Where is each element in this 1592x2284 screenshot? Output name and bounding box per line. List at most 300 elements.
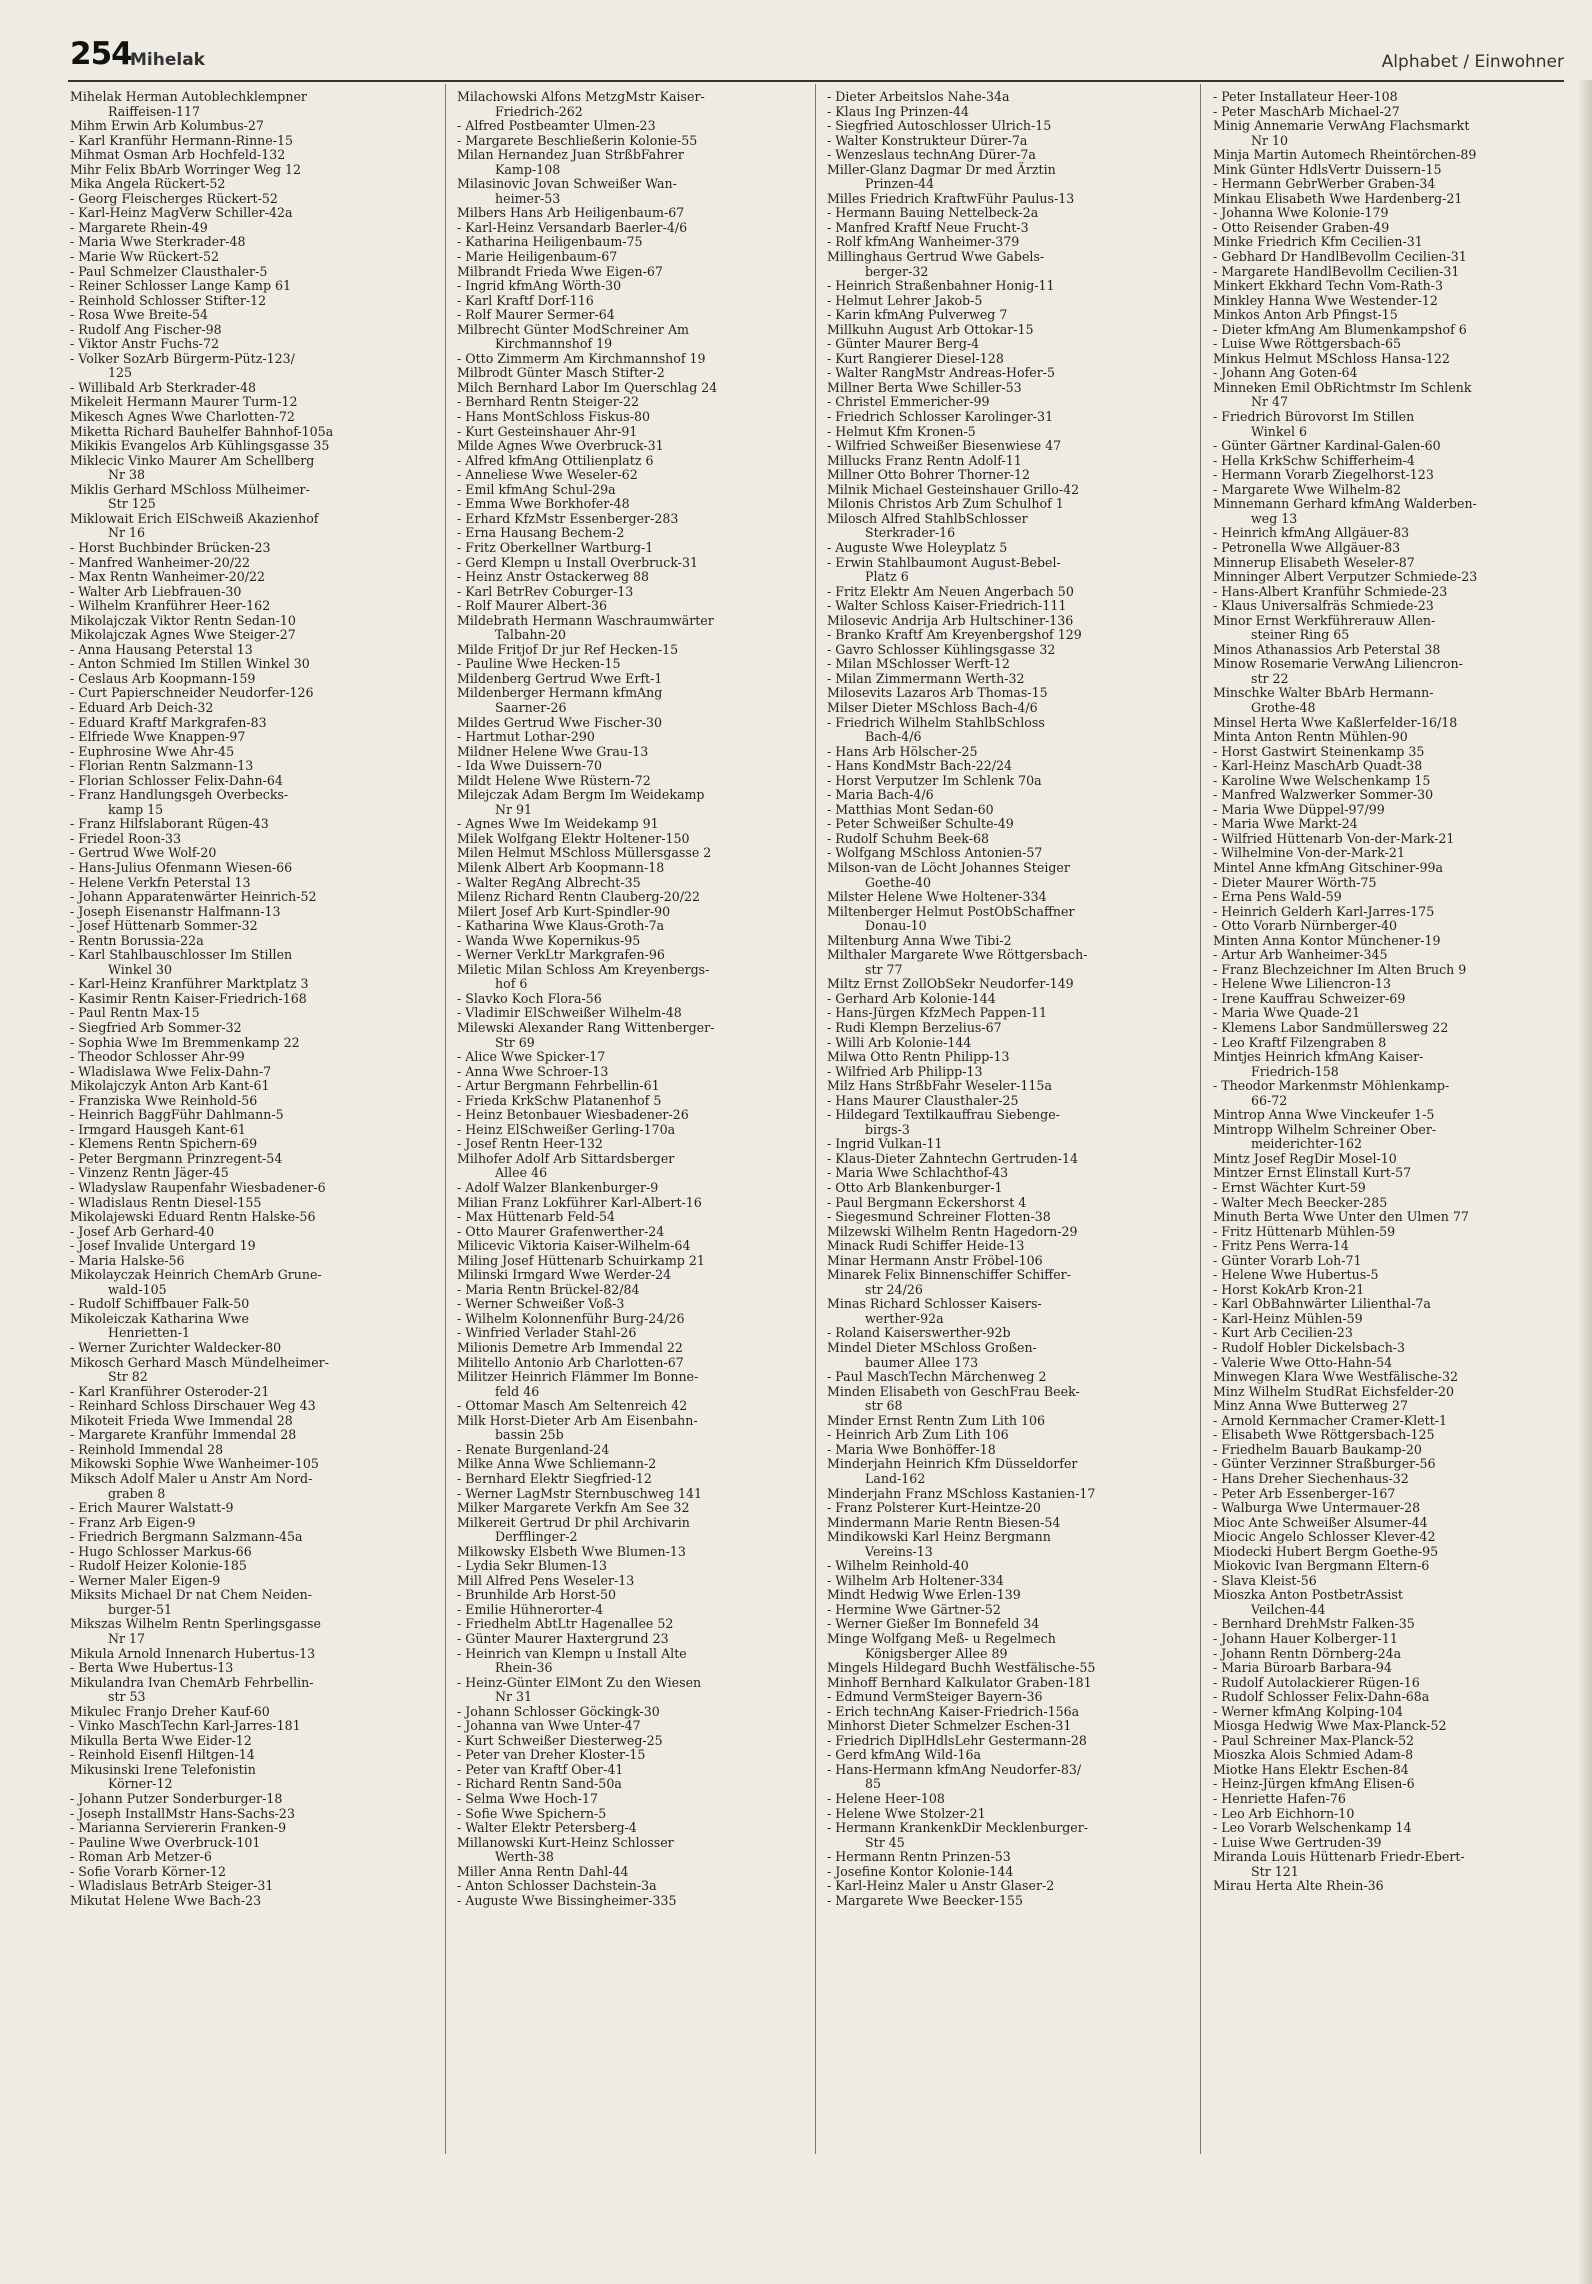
directory-entry-line: Mikolajczak Viktor Rentn Sedan-10 bbox=[70, 612, 296, 628]
directory-entry-line: - Rudolf Hobler Dickelsbach-3 bbox=[1213, 1340, 1406, 1356]
directory-entry-line: - Dieter kfmAng Am Blumenkampshof 6 bbox=[1213, 321, 1467, 337]
directory-entry-line: Milosevits Lazaros Arb Thomas-15 bbox=[827, 685, 1048, 701]
directory-entry-line: - Friedrich Schlosser Karolinger-31 bbox=[827, 409, 1054, 425]
directory-entry-line: - Franz Handlungsgeh Overbecks- bbox=[70, 787, 289, 803]
directory-entry-line: - Matthias Mont Sedan-60 bbox=[827, 801, 994, 817]
directory-entry-line: - Manfred Kraftf Neue Frucht-3 bbox=[827, 219, 1029, 235]
directory-entry-line: - Margarete Kranführ Immendal 28 bbox=[70, 1427, 297, 1443]
directory-entry-line: Mikutat Helene Wwe Bach-23 bbox=[70, 1892, 262, 1908]
directory-entry-line: Rhein-36 bbox=[495, 1660, 553, 1676]
directory-entry-line: - Florian Schlosser Felix-Dahn-64 bbox=[70, 772, 283, 788]
directory-entry-line: - Sofie Vorarb Körner-12 bbox=[70, 1863, 226, 1879]
directory-entry-line: Milonis Christos Arb Zum Schulhof 1 bbox=[827, 496, 1064, 512]
directory-entry-line: Milz Hans StrßbFahr Weseler-115a bbox=[827, 1078, 1052, 1094]
directory-entry-line: - Anna Wwe Schroer-13 bbox=[457, 1063, 609, 1079]
directory-entry-line: Minder Ernst Rentn Zum Lith 106 bbox=[827, 1412, 1046, 1428]
directory-entry-line: Milbers Hans Arb Heiligenbaum-67 bbox=[457, 205, 685, 221]
directory-entry-line: - Bernhard DrehMstr Falken-35 bbox=[1213, 1616, 1415, 1632]
directory-entry-line: - Theodor Markenmstr Möhlenkamp- bbox=[1213, 1078, 1450, 1094]
directory-entry-line: - Otto Reisender Graben-49 bbox=[1213, 219, 1390, 235]
directory-entry-line: Sterkrader-16 bbox=[865, 525, 956, 541]
directory-entry-line: - Ernst Wächter Kurt-59 bbox=[1213, 1180, 1366, 1196]
directory-entry-line: - Emilie Hühnerorter-4 bbox=[457, 1601, 604, 1617]
directory-entry-line: Miocic Angelo Schlosser Klever-42 bbox=[1213, 1529, 1436, 1545]
directory-entry-line: - Auguste Wwe Holeyplatz 5 bbox=[827, 539, 1008, 555]
directory-entry-line: - Paul MaschTechn Märchenweg 2 bbox=[827, 1369, 1047, 1385]
directory-column-1 bbox=[70, 90, 426, 1908]
directory-entry-line: Minsel Herta Wwe Kaßlerfelder-16/18 bbox=[1213, 714, 1458, 730]
directory-entry-line: Minar Hermann Anstr Fröbel-106 bbox=[827, 1252, 1043, 1268]
directory-entry-line: Mikolajewski Eduard Rentn Halske-56 bbox=[70, 1209, 316, 1225]
directory-entry-line: Mirau Herta Alte Rhein-36 bbox=[1213, 1878, 1384, 1894]
directory-entry-line: - Karl Kranführ Hermann-Rinne-15 bbox=[70, 132, 294, 148]
directory-entry-line: Minhoff Bernhard Kalkulator Graben-181 bbox=[827, 1674, 1092, 1690]
directory-entry-line: Miltz Ernst ZollObSekr Neudorfer-149 bbox=[827, 976, 1074, 992]
directory-entry-line: - Wilhelm Reinhold-40 bbox=[827, 1558, 969, 1574]
directory-entry-line: - Klaus-Dieter Zahntechn Gertruden-14 bbox=[827, 1150, 1079, 1166]
directory-entry-line: - Pauline Wwe Hecken-15 bbox=[457, 656, 621, 672]
directory-entry-line: - Karl-Heinz Maler u Anstr Glaser-2 bbox=[827, 1878, 1055, 1894]
directory-entry-line: - Reinhold Schlosser Stifter-12 bbox=[70, 292, 267, 308]
directory-entry-line: Milosevic Andrija Arb Hultschiner-136 bbox=[827, 612, 1074, 628]
directory-entry-line: - Christel Emmericher-99 bbox=[827, 394, 990, 410]
directory-entry-line: str 68 bbox=[865, 1398, 903, 1414]
directory-entry-line: Minnerup Elisabeth Weseler-87 bbox=[1213, 554, 1415, 570]
directory-entry-line: Minos Athanassios Arb Peterstal 38 bbox=[1213, 641, 1441, 657]
page-spine-shadow bbox=[1578, 80, 1592, 2284]
directory-entry-line: Milster Helene Wwe Holtener-334 bbox=[827, 889, 1047, 905]
directory-entry-line: Militzer Heinrich Flämmer Im Bonne- bbox=[457, 1369, 699, 1385]
directory-entry-line: Milnik Michael Gesteinshauer Grillo-42 bbox=[827, 481, 1080, 497]
directory-entry-line: - Alice Wwe Spicker-17 bbox=[457, 1049, 606, 1065]
directory-entry-line: Mikowski Sophie Wwe Wanheimer-105 bbox=[70, 1456, 319, 1472]
directory-entry-line: Militello Antonio Arb Charlotten-67 bbox=[457, 1354, 684, 1370]
directory-entry-line: - Valerie Wwe Otto-Hahn-54 bbox=[1213, 1354, 1393, 1370]
directory-entry-line: Milbrandt Frieda Wwe Eigen-67 bbox=[457, 263, 663, 279]
directory-entry-line: - Berta Wwe Hubertus-13 bbox=[70, 1660, 234, 1676]
directory-entry-line: Nr 91 bbox=[495, 801, 533, 817]
directory-entry-line: Mindel Dieter MSchloss Großen- bbox=[827, 1340, 1037, 1356]
directory-entry-line: - Arnold Kernmacher Cramer-Klett-1 bbox=[1213, 1412, 1448, 1428]
directory-entry-line: - Franz Polsterer Kurt-Heintze-20 bbox=[827, 1500, 1041, 1516]
directory-entry-line: - Rudolf Ang Fischer-98 bbox=[70, 321, 222, 337]
directory-entry-line: - Hans Arb Hölscher-25 bbox=[827, 743, 978, 759]
column-divider bbox=[1200, 84, 1201, 2154]
directory-entry-line: - Johanna Wwe Kolonie-179 bbox=[1213, 205, 1389, 221]
directory-entry-line: - Horst Gastwirt Steinenkamp 35 bbox=[1213, 743, 1425, 759]
directory-entry-line: Milan Hernandez Juan StrßbFahrer bbox=[457, 147, 684, 163]
directory-entry-line: - Peter van Dreher Kloster-15 bbox=[457, 1747, 646, 1763]
directory-entry-line: Mintel Anne kfmAng Gitschiner-99a bbox=[1213, 859, 1444, 875]
directory-entry-line: - Volker SozArb Bürgerm-Pütz-123/ bbox=[70, 350, 295, 366]
directory-entry-line: - Margarete Rhein-49 bbox=[70, 219, 208, 235]
directory-entry-line: Raiffeisen-117 bbox=[108, 103, 201, 119]
directory-entry-line: Goethe-40 bbox=[865, 874, 932, 890]
directory-entry-line: - Otto Vorarb Nürnberger-40 bbox=[1213, 918, 1398, 934]
directory-entry-line: - Slava Kleist-56 bbox=[1213, 1572, 1317, 1588]
directory-entry-line: - Heinrich Gelderh Karl-Jarres-175 bbox=[1213, 903, 1435, 919]
directory-entry-line: - Wilhelm Kranführer Heer-162 bbox=[70, 598, 271, 614]
directory-entry-line: Millner Berta Wwe Schiller-53 bbox=[827, 379, 1022, 395]
directory-entry-line: - Kasimir Rentn Kaiser-Friedrich-168 bbox=[70, 990, 307, 1006]
directory-entry-line: - Wladyslaw Raupenfahr Wiesbadener-6 bbox=[70, 1180, 326, 1196]
directory-entry-line: - Erich Maurer Walstatt-9 bbox=[70, 1500, 234, 1516]
directory-entry-line: - Rolf kfmAng Wanheimer-379 bbox=[827, 234, 1020, 250]
directory-entry-line: - Rolf Maurer Sermer-64 bbox=[457, 307, 615, 323]
directory-entry-line: Miksch Adolf Maler u Anstr Am Nord- bbox=[70, 1470, 313, 1486]
directory-entry-line: - Fritz Elektr Am Neuen Angerbach 50 bbox=[827, 583, 1074, 599]
directory-entry-line: - Johann Ang Goten-64 bbox=[1213, 365, 1358, 381]
directory-entry-line: Werth-38 bbox=[495, 1849, 554, 1865]
directory-entry-line: - Heinz ElSchweißer Gerling-170a bbox=[457, 1121, 676, 1137]
directory-entry-line: Str 69 bbox=[495, 1034, 535, 1050]
directory-entry-line: - Marianna Serviererin Franken-9 bbox=[70, 1820, 287, 1836]
directory-entry-line: Miksits Michael Dr nat Chem Neiden- bbox=[70, 1587, 312, 1603]
directory-entry-line: - Josef Invalide Untergard 19 bbox=[70, 1238, 256, 1254]
directory-entry-line: - Johann Rentn Dörnberg-24a bbox=[1213, 1645, 1402, 1661]
directory-entry-line: Minack Rudi Schiffer Heide-13 bbox=[827, 1238, 1025, 1254]
directory-entry-line: Mihm Erwin Arb Kolumbus-27 bbox=[70, 118, 264, 134]
directory-entry-line: - Erna Pens Wald-59 bbox=[1213, 889, 1342, 905]
directory-entry-line: - Friedhelm Bauarb Baukamp-20 bbox=[1213, 1441, 1422, 1457]
directory-entry-line: Milasinovic Jovan Schweißer Wan- bbox=[457, 176, 677, 192]
directory-entry-line: Str 125 bbox=[108, 496, 156, 512]
directory-entry-line: Str 82 bbox=[108, 1369, 148, 1385]
directory-entry-line: - Hermann KrankenkDir Mecklenburger- bbox=[827, 1820, 1089, 1836]
directory-entry-line: - Werner Schweißer Voß-3 bbox=[457, 1296, 625, 1312]
directory-entry-line: - Anton Schlosser Dachstein-3a bbox=[457, 1878, 657, 1894]
directory-entry-line: Minz Wilhelm StudRat Eichsfelder-20 bbox=[1213, 1383, 1454, 1399]
directory-entry-line: - Werner Zurichter Waldecker-80 bbox=[70, 1340, 282, 1356]
directory-entry-line: - Ottomar Masch Am Seltenreich 42 bbox=[457, 1398, 688, 1414]
directory-entry-line: Milzewski Wilhelm Rentn Hagedorn-29 bbox=[827, 1223, 1078, 1239]
directory-entry-line: Mildner Helene Wwe Grau-13 bbox=[457, 743, 649, 759]
directory-entry-line: - Josef Hüttenarb Sommer-32 bbox=[70, 918, 258, 934]
directory-entry-line: - Maria Bach-4/6 bbox=[827, 787, 934, 803]
directory-entry-line: - Karl-Heinz MagVerw Schiller-42a bbox=[70, 205, 293, 221]
directory-entry-line: - Hugo Schlosser Markus-66 bbox=[70, 1543, 252, 1559]
directory-entry-line: - Hans-Hermann kfmAng Neudorfer-83/ bbox=[827, 1761, 1082, 1777]
directory-entry-line: Miodecki Hubert Bergm Goethe-95 bbox=[1213, 1543, 1439, 1559]
directory-entry-line: Minnemann Gerhard kfmAng Walderben- bbox=[1213, 496, 1477, 512]
directory-entry-line: - Peter Schweißer Schulte-49 bbox=[827, 816, 1014, 832]
directory-entry-line: - Leo Arb Eichhorn-10 bbox=[1213, 1805, 1355, 1821]
directory-entry-line: - Walter Konstrukteur Dürer-7a bbox=[827, 132, 1028, 148]
directory-entry-line: - Joseph Eisenanstr Halfmann-13 bbox=[70, 903, 281, 919]
directory-entry-line: Milenk Albert Arb Koopmann-18 bbox=[457, 859, 665, 875]
directory-entry-line: Miklowait Erich ElSchweiß Akazienhof bbox=[70, 510, 319, 526]
directory-entry-line: - Kurt Rangierer Diesel-128 bbox=[827, 350, 1004, 366]
directory-entry-line: - Willi Arb Kolonie-144 bbox=[827, 1034, 972, 1050]
directory-entry-line: - Maria Wwe Sterkrader-48 bbox=[70, 234, 246, 250]
directory-entry-line: - Rudi Klempn Berzelius-67 bbox=[827, 1020, 1002, 1035]
directory-entry-line: - Willibald Arb Sterkrader-48 bbox=[70, 379, 257, 395]
directory-entry-line: - Margarete HandlBevollm Cecilien-31 bbox=[1213, 263, 1460, 279]
directory-entry-line: - Karl-Heinz Versandarb Baerler-4/6 bbox=[457, 219, 688, 235]
directory-entry-line: Minz Anna Wwe Butterweg 27 bbox=[1213, 1398, 1408, 1414]
directory-entry-line: Milde Fritjof Dr jur Ref Hecken-15 bbox=[457, 641, 679, 657]
directory-entry-line: - Johann Putzer Sonderburger-18 bbox=[70, 1790, 283, 1806]
directory-entry-line: - Siegesmund Schreiner Flotten-38 bbox=[827, 1209, 1051, 1225]
directory-entry-line: - Wolfgang MSchloss Antonien-57 bbox=[827, 845, 1043, 861]
directory-entry-line: - Euphrosine Wwe Ahr-45 bbox=[70, 743, 235, 759]
directory-entry-line: - Hans Dreher Siechenhaus-32 bbox=[1213, 1470, 1409, 1486]
directory-entry-line: Veilchen-44 bbox=[1251, 1601, 1326, 1617]
directory-entry-line: Miotke Hans Elektr Eschen-84 bbox=[1213, 1761, 1409, 1777]
directory-entry-line: - Paul Schmelzer Clausthaler-5 bbox=[70, 263, 268, 279]
directory-entry-line: - Josefine Kontor Kolonie-144 bbox=[827, 1863, 1014, 1879]
directory-entry-line: - Georg Fleischerges Rückert-52 bbox=[70, 190, 278, 206]
directory-entry-line: - Hella KrkSchw Schifferheim-4 bbox=[1213, 452, 1415, 468]
directory-entry-line: Miltenberger Helmut PostObSchaffner bbox=[827, 903, 1075, 919]
directory-entry-line: str 77 bbox=[865, 961, 903, 977]
directory-entry-line: - Roman Arb Metzer-6 bbox=[70, 1849, 212, 1865]
directory-entry-line: - Paul Rentn Max-15 bbox=[70, 1005, 200, 1021]
directory-entry-line: - Josef Arb Gerhard-40 bbox=[70, 1223, 215, 1239]
directory-entry-line: Mikulandra Ivan ChemArb Fehrbellin- bbox=[70, 1674, 314, 1690]
directory-entry-line: - Heinrich BaggFühr Dahlmann-5 bbox=[70, 1107, 284, 1123]
directory-entry-line: - Wanda Wwe Kopernikus-95 bbox=[457, 932, 641, 948]
header-rule bbox=[68, 80, 1564, 82]
directory-entry-line: - Gebhard Dr HandlBevollm Cecilien-31 bbox=[1213, 249, 1467, 265]
directory-entry-line: Milosch Alfred StahlbSchlosser bbox=[827, 510, 1028, 526]
directory-entry-line: - Karl Kranführer Osteroder-21 bbox=[70, 1383, 270, 1399]
directory-entry-line: - Luise Wwe Röttgersbach-65 bbox=[1213, 336, 1402, 352]
directory-entry-line: - Hermann Bauing Nettelbeck-2a bbox=[827, 205, 1039, 221]
directory-entry-line: - Werner Gießer Im Bonnefeld 34 bbox=[827, 1616, 1040, 1632]
directory-entry-line: Mildt Helene Wwe Rüstern-72 bbox=[457, 772, 651, 788]
directory-entry-line: Mikikis Evangelos Arb Kühlingsgasse 35 bbox=[70, 438, 330, 454]
directory-entry-line: - Winfried Verlader Stahl-26 bbox=[457, 1325, 637, 1341]
column-divider bbox=[815, 84, 816, 2154]
directory-entry-line: - Siegfried Autoschlosser Ulrich-15 bbox=[827, 118, 1052, 134]
directory-entry-line: - Wilfried Hüttenarb Von-der-Mark-21 bbox=[1213, 830, 1455, 846]
directory-entry-line: Mikosch Gerhard Masch Mündelheimer- bbox=[70, 1354, 329, 1370]
directory-entry-line: graben 8 bbox=[108, 1485, 166, 1501]
directory-entry-line: - Alfred Postbeamter Ulmen-23 bbox=[457, 118, 656, 134]
directory-entry-line: - Hildegard Textilkauffrau Siebenge- bbox=[827, 1107, 1060, 1123]
directory-entry-line: - Wilhelmine Von-der-Mark-21 bbox=[1213, 845, 1405, 861]
directory-entry-line: - Peter Installateur Heer-108 bbox=[1213, 89, 1398, 104]
directory-entry-line: - Emil kfmAng Schul-29a bbox=[457, 481, 616, 497]
directory-entry-line: werther-92a bbox=[865, 1310, 944, 1326]
directory-entry-line: - Curt Papierschneider Neudorfer-126 bbox=[70, 685, 314, 701]
directory-entry-line: Minow Rosemarie VerwAng Liliencron- bbox=[1213, 656, 1463, 672]
directory-entry-line: Milert Josef Arb Kurt-Spindler-90 bbox=[457, 903, 671, 919]
directory-entry-line: - Walter Arb Liebfrauen-30 bbox=[70, 583, 242, 599]
directory-entry-line: - Hans-Julius Ofenmann Wiesen-66 bbox=[70, 859, 293, 875]
directory-entry-line: Miranda Louis Hüttenarb Friedr-Ebert- bbox=[1213, 1849, 1465, 1865]
directory-entry-line: Minkley Hanna Wwe Westender-12 bbox=[1213, 292, 1438, 308]
directory-entry-line: Mildenberger Hermann kfmAng bbox=[457, 685, 663, 701]
directory-entry-line: - Gerhard Arb Kolonie-144 bbox=[827, 990, 996, 1006]
directory-entry-line: Minor Ernst Werkführerauw Allen- bbox=[1213, 612, 1436, 628]
directory-entry-line: Minninger Albert Verputzer Schmiede-23 bbox=[1213, 569, 1478, 585]
directory-entry-line: - Fritz Pens Werra-14 bbox=[1213, 1238, 1349, 1254]
directory-entry-line: Mikoleiczak Katharina Wwe bbox=[70, 1310, 249, 1326]
running-head-name: Mihelak bbox=[130, 50, 205, 70]
directory-entry-line: - Heinz Betonbauer Wiesbadener-26 bbox=[457, 1107, 689, 1123]
directory-entry-line: Mihr Felix BbArb Worringer Weg 12 bbox=[70, 161, 302, 177]
directory-entry-line: - Katharina Heiligenbaum-75 bbox=[457, 234, 643, 250]
directory-entry-line: - Kurt Arb Cecilien-23 bbox=[1213, 1325, 1353, 1341]
directory-entry-line: Miosga Hedwig Wwe Max-Planck-52 bbox=[1213, 1718, 1447, 1734]
directory-entry-line: - Karl-Heinz Kranführer Marktplatz 3 bbox=[70, 976, 309, 992]
directory-entry-line: - Wilhelm Arb Holtener-334 bbox=[827, 1572, 1004, 1588]
directory-entry-line: - Günter Gärtner Kardinal-Galen-60 bbox=[1213, 438, 1441, 454]
directory-entry-line: Millucks Franz Rentn Adolf-11 bbox=[827, 452, 1022, 468]
directory-entry-line: - Heinz-Jürgen kfmAng Elisen-6 bbox=[1213, 1776, 1415, 1792]
directory-entry-line: Miltenburg Anna Wwe Tibi-2 bbox=[827, 932, 1012, 948]
directory-entry-line: - Otto Zimmerm Am Kirchmannshof 19 bbox=[457, 350, 706, 366]
directory-entry-line: - Artur Bergmann Fehrbellin-61 bbox=[457, 1078, 660, 1094]
directory-entry-line: Mintropp Wilhelm Schreiner Ober- bbox=[1213, 1121, 1437, 1137]
directory-entry-line: - Irmgard Hausgeh Kant-61 bbox=[70, 1121, 246, 1137]
directory-entry-line: wald-105 bbox=[108, 1281, 167, 1297]
directory-entry-line: Millner Otto Bohrer Thorner-12 bbox=[827, 467, 1031, 483]
directory-entry-line: str 53 bbox=[108, 1689, 146, 1705]
directory-entry-line: - Rudolf Schlosser Felix-Dahn-68a bbox=[1213, 1689, 1430, 1705]
directory-entry-line: - Reinhold Immendal 28 bbox=[70, 1441, 224, 1457]
directory-entry-line: - Franziska Wwe Reinhold-56 bbox=[70, 1092, 258, 1108]
directory-entry-line: - Horst KokArb Kron-21 bbox=[1213, 1281, 1365, 1297]
directory-entry-line: Str 121 bbox=[1251, 1863, 1299, 1879]
directory-entry-line: kamp 15 bbox=[108, 801, 164, 817]
directory-entry-line: - Peter van Kraftf Ober-41 bbox=[457, 1761, 624, 1777]
directory-entry-line: - Franz Hilfslaborant Rügen-43 bbox=[70, 816, 269, 832]
directory-entry-line: - Paul Bergmann Eckershorst 4 bbox=[827, 1194, 1027, 1210]
directory-entry-line: - Helene Wwe Stolzer-21 bbox=[827, 1805, 986, 1821]
directory-entry-line: - Werner kfmAng Kolping-104 bbox=[1213, 1703, 1403, 1719]
directory-entry-line: Friedrich-158 bbox=[1251, 1063, 1339, 1079]
directory-entry-line: Minuth Berta Wwe Unter den Ulmen 77 bbox=[1213, 1209, 1469, 1225]
directory-entry-line: - Rudolf Heizer Kolonie-185 bbox=[70, 1558, 247, 1574]
directory-entry-line: - Hans Maurer Clausthaler-25 bbox=[827, 1092, 1019, 1108]
directory-entry-line: Mikszas Wilhelm Rentn Sperlingsgasse bbox=[70, 1616, 321, 1632]
directory-entry-line: - Maria Wwe Quade-21 bbox=[1213, 1005, 1361, 1021]
directory-entry-line: Mioszka Alois Schmied Adam-8 bbox=[1213, 1747, 1414, 1763]
directory-entry-line: Mikulla Berta Wwe Eider-12 bbox=[70, 1732, 252, 1748]
directory-entry-line: - Vladimir ElSchweißer Wilhelm-48 bbox=[457, 1005, 682, 1021]
directory-entry-line: - Walter Schloss Kaiser-Friedrich-111 bbox=[827, 598, 1067, 614]
directory-entry-line: 125 bbox=[108, 365, 133, 381]
directory-entry-line: - Peter Bergmann Prinzregent-54 bbox=[70, 1150, 283, 1166]
directory-entry-line: Mildebrath Hermann Waschraumwärter bbox=[457, 612, 714, 628]
directory-entry-line: Miketta Richard Bauhelfer Bahnhof-105a bbox=[70, 423, 334, 439]
directory-entry-line: Talbahn-20 bbox=[495, 627, 567, 643]
directory-entry-line: - Manfred Walzwerker Sommer-30 bbox=[1213, 787, 1434, 803]
directory-entry-line: Milk Horst-Dieter Arb Am Eisenbahn- bbox=[457, 1412, 698, 1428]
directory-entry-line: - Friedrich Wilhelm StahlbSchloss bbox=[827, 714, 1045, 730]
directory-entry-line: - Dieter Maurer Wörth-75 bbox=[1213, 874, 1377, 890]
directory-entry-line: Mildes Gertrud Wwe Fischer-30 bbox=[457, 714, 663, 730]
directory-entry-line: - Heinrich kfmAng Allgäuer-83 bbox=[1213, 525, 1410, 541]
directory-entry-line: - Karl-Heinz Mühlen-59 bbox=[1213, 1310, 1363, 1326]
directory-entry-line: - Roland Kaiserswerther-92b bbox=[827, 1325, 1011, 1341]
directory-entry-line: Nr 10 bbox=[1251, 132, 1289, 148]
directory-entry-line: - Siegfried Arb Sommer-32 bbox=[70, 1020, 242, 1035]
directory-entry-line: Nr 16 bbox=[108, 525, 146, 541]
directory-entry-line: Nr 47 bbox=[1251, 394, 1289, 410]
directory-entry-line: - Maria Wwe Bonhöffer-18 bbox=[827, 1441, 996, 1457]
directory-entry-line: - Wladislaus BetrArb Steiger-31 bbox=[70, 1878, 274, 1894]
directory-entry-line: - Leo Vorarb Welschenkamp 14 bbox=[1213, 1820, 1412, 1836]
directory-entry-line: - Günter Maurer Haxtergrund 23 bbox=[457, 1630, 669, 1646]
directory-entry-line: Mildenberg Gertrud Wwe Erft-1 bbox=[457, 670, 663, 686]
directory-entry-line: - Hans-Albert Kranführ Schmiede-23 bbox=[1213, 583, 1448, 599]
directory-entry-line: Minden Elisabeth von GeschFrau Beek- bbox=[827, 1383, 1080, 1399]
directory-entry-line: Mikolayczak Heinrich ChemArb Grune- bbox=[70, 1267, 322, 1283]
directory-entry-line: - Maria Halske-56 bbox=[70, 1252, 185, 1268]
directory-entry-line: Mill Alfred Pens Weseler-13 bbox=[457, 1572, 635, 1588]
directory-entry-line: - Otto Arb Blankenburger-1 bbox=[827, 1180, 1003, 1196]
directory-entry-line: Milinski Irmgard Wwe Werder-24 bbox=[457, 1267, 672, 1283]
directory-entry-line: Bach-4/6 bbox=[865, 729, 922, 745]
directory-entry-line: - Anton Schmied Im Stillen Winkel 30 bbox=[70, 656, 310, 672]
directory-entry-line: meiderichter-162 bbox=[1251, 1136, 1362, 1152]
directory-entry-line: hof 6 bbox=[495, 976, 528, 992]
directory-entry-line: Mikolajczyk Anton Arb Kant-61 bbox=[70, 1078, 270, 1094]
directory-entry-line: - Wenzeslaus technAng Dürer-7a bbox=[827, 147, 1036, 163]
directory-entry-line: Milek Wolfgang Elektr Holtener-150 bbox=[457, 830, 690, 846]
directory-entry-line: Mikolajczak Agnes Wwe Steiger-27 bbox=[70, 627, 296, 643]
directory-entry-line: - Karl BetrRev Coburger-13 bbox=[457, 583, 634, 599]
directory-entry-line: Mintz Josef RegDir Mosel-10 bbox=[1213, 1150, 1397, 1166]
directory-entry-line: - Edmund VermSteiger Bayern-36 bbox=[827, 1689, 1043, 1705]
directory-entry-line: - Heinrich Arb Zum Lith 106 bbox=[827, 1427, 1009, 1443]
directory-entry-line: - Friedrich Bergmann Salzmann-45a bbox=[70, 1529, 303, 1545]
directory-entry-line: - Helmut Lehrer Jakob-5 bbox=[827, 292, 983, 308]
directory-entry-line: - Erich technAng Kaiser-Friedrich-156a bbox=[827, 1703, 1080, 1719]
directory-entry-line: - Klemens Rentn Spichern-69 bbox=[70, 1136, 258, 1152]
directory-entry-line: burger-51 bbox=[108, 1601, 173, 1617]
directory-entry-line: - Sophia Wwe Im Bremmenkamp 22 bbox=[70, 1034, 300, 1050]
directory-entry-line: - Günter Vorarb Loh-71 bbox=[1213, 1252, 1362, 1268]
directory-entry-line: - Artur Arb Wanheimer-345 bbox=[1213, 947, 1388, 963]
directory-entry-line: - Johann Apparatenwärter Heinrich-52 bbox=[70, 889, 317, 905]
directory-entry-line: Miller-Glanz Dagmar Dr med Ärztin bbox=[827, 161, 1056, 177]
directory-entry-line: Mihelak Herman Autoblechklempner bbox=[70, 89, 307, 104]
directory-entry-line: - Fritz Oberkellner Wartburg-1 bbox=[457, 539, 654, 555]
directory-entry-line: Milian Franz Lokführer Karl-Albert-16 bbox=[457, 1194, 702, 1210]
directory-entry-line: Milson-van de Löcht Johannes Steiger bbox=[827, 859, 1070, 875]
directory-entry-line: Nr 31 bbox=[495, 1689, 533, 1705]
directory-entry-line: - Peter Arb Essenberger-167 bbox=[1213, 1485, 1396, 1501]
directory-entry-line: Vereins-13 bbox=[865, 1543, 933, 1559]
directory-column-3 bbox=[827, 90, 1183, 1908]
directory-entry-line: steiner Ring 65 bbox=[1251, 627, 1350, 643]
directory-entry-line: Mikesch Agnes Wwe Charlotten-72 bbox=[70, 409, 295, 425]
directory-entry-line: - Wladislaus Rentn Diesel-155 bbox=[70, 1194, 262, 1210]
directory-entry-line: - Kurt Gesteinshauer Ahr-91 bbox=[457, 423, 638, 439]
directory-entry-line: - Selma Wwe Hoch-17 bbox=[457, 1790, 599, 1806]
directory-entry-line: - Reinhard Schloss Dirschauer Weg 43 bbox=[70, 1398, 316, 1414]
directory-entry-line: - Friedel Roon-33 bbox=[70, 830, 182, 846]
directory-entry-line: - Renate Burgenland-24 bbox=[457, 1441, 610, 1457]
directory-entry-line: - Klaus Universalfräs Schmiede-23 bbox=[1213, 598, 1434, 614]
directory-entry-line: - Hermine Wwe Gärtner-52 bbox=[827, 1601, 1001, 1617]
directory-entry-line: Minig Annemarie VerwAng Flachsmarkt bbox=[1213, 118, 1470, 134]
directory-entry-line: - Ida Wwe Duissern-70 bbox=[457, 758, 603, 774]
directory-entry-line: Winkel 30 bbox=[108, 961, 173, 977]
directory-entry-line: Millinghaus Gertrud Wwe Gabels- bbox=[827, 249, 1045, 265]
directory-entry-line: - Dieter Arbeitslos Nahe-34a bbox=[827, 89, 1010, 104]
directory-entry-line: - Friedrich Bürovorst Im Stillen bbox=[1213, 409, 1415, 425]
directory-entry-line: Mikula Arnold Innenarch Hubertus-13 bbox=[70, 1645, 316, 1661]
directory-entry-line: 66-72 bbox=[1251, 1092, 1288, 1108]
directory-entry-line: - Hermann Vorarb Ziegelhorst-123 bbox=[1213, 467, 1434, 483]
directory-entry-line: - Heinrich van Klempn u Install Alte bbox=[457, 1645, 687, 1661]
